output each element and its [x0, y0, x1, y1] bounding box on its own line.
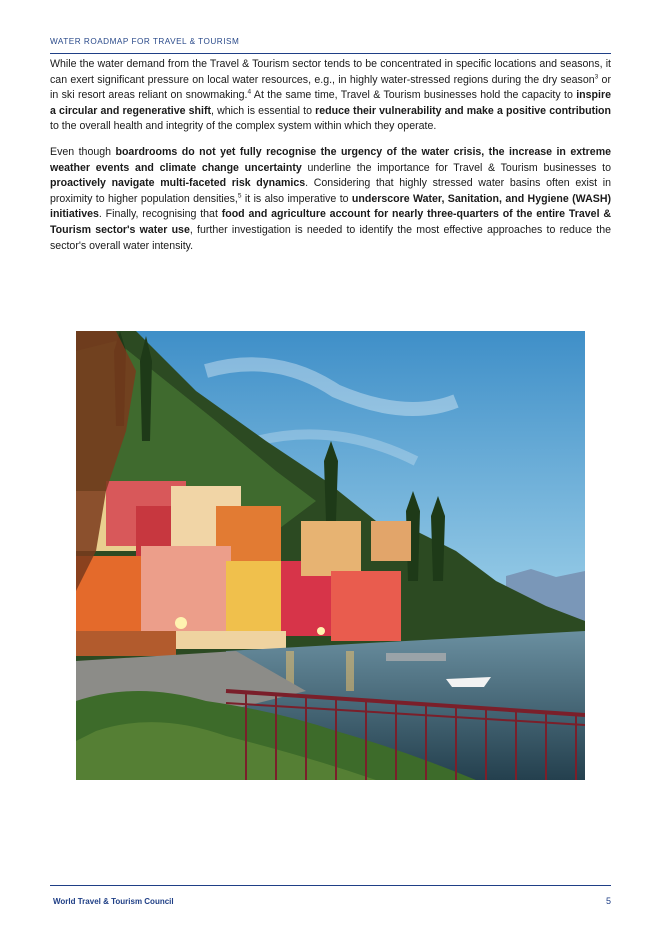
body-text [50, 57, 611, 264]
paragraph-1 [50, 57, 611, 135]
p2-text-1: Even though [50, 145, 116, 158]
p1-text-3: At the same time, Travel & Tourism businesses hold the capacity to [251, 89, 577, 102]
p2-text-6: , further investigation is needed to identify the most effective approaches to reduce the sector's overall water intensity. [50, 223, 611, 252]
p2-text-2: underline the importance for Travel & Tourism businesses to [301, 161, 611, 174]
p1-bold-1: inspire a circular and regenerative shift [50, 89, 611, 117]
p1-bold-2: reduce their vulnerability and make a positive contribution [315, 104, 611, 117]
page-number: 5 [605, 896, 611, 906]
p1-text-1: While the water demand from the Travel & Tourism sector tends to be concentrated in specific locations and seasons, it can exert significant pressure on local water resources, e.g., in highly water-stressed regions during the dry season [50, 58, 611, 86]
footnote-ref-3[interactable]: 3 [594, 73, 599, 81]
p2-bold-3: underscore Water, Sanitation, and Hygiene (WASH) initiatives [50, 192, 611, 221]
paragraph-2 [50, 145, 611, 254]
running-header [50, 36, 611, 54]
footer-organization: World Travel & Tourism Council [53, 897, 174, 906]
p1-text-4: , which is essential to [211, 104, 316, 117]
p2-text-3: . Considering that highly stressed water basins often exist in proximity to higher population densities, [50, 177, 611, 205]
footnote-ref-5[interactable]: 5 [237, 192, 242, 200]
page-footer [50, 885, 611, 910]
lakeside-village-photo [76, 331, 585, 780]
footnote-ref-4[interactable]: 4 [247, 88, 252, 96]
header-title: WATER ROADMAP FOR TRAVEL & TOURISM [50, 37, 240, 46]
p2-bold-2: proactively navigate multi-faceted risk dynamics [50, 177, 306, 190]
p2-bold-1: boardrooms do not yet fully recognise the urgency of the water crisis, the increase in extreme weather events and climate change uncertainty [50, 145, 612, 174]
p2-text-5: . Finally, recognising that [98, 208, 222, 221]
photo-illustration [76, 331, 585, 780]
p1-text-2: or in ski resort areas reliant on snowmaking. [50, 73, 611, 102]
p2-bold-4: food and agriculture account for nearly three-quarters of the entire Travel & Tourism sector's water use [50, 208, 611, 236]
p1-text-5: to the overall health and integrity of the complex system within which they operate. [50, 120, 437, 133]
p2-text-4: it is also imperative to [241, 192, 352, 205]
